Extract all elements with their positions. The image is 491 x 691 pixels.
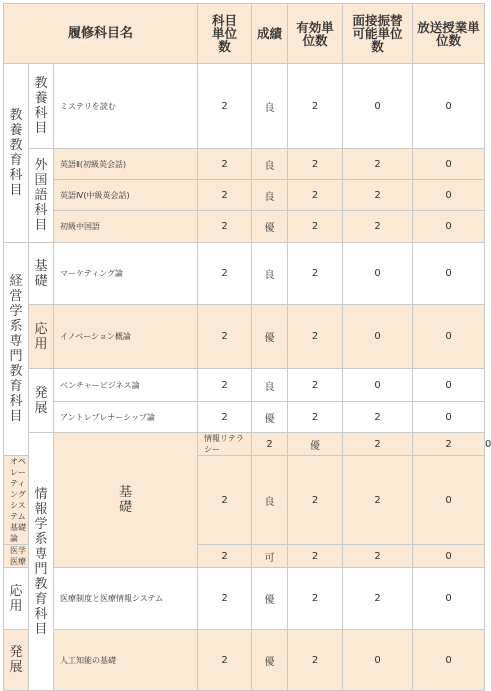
subject-credits: 2 [198,369,252,402]
course-name: オペレーティングシステム基礎論 [4,456,29,545]
grade: 優 [252,630,288,691]
table-row [4,211,485,243]
group-cell: 応用 [29,305,54,369]
category-cell: 教養教育科目 [4,64,29,243]
subject-credits: 2 [198,545,252,568]
broadcast-credits: 0 [413,568,485,630]
valid-credits: 2 [343,433,413,456]
valid-credits: 2 [288,64,343,149]
grade: 良 [252,369,288,402]
subject-credits: 2 [198,211,252,243]
grade: 可 [252,545,288,568]
broadcast-credits: 0 [413,149,485,180]
broadcast-credits: 0 [413,630,485,691]
group-cell: 発展 [29,369,54,433]
course-name: 初級中国語 [54,211,198,243]
interview-credits: 2 [343,402,413,433]
subject-credits: 2 [198,305,252,369]
subject-credits: 2 [198,64,252,149]
subject-credits: 2 [252,433,288,456]
grade: 優 [252,402,288,433]
valid-credits: 2 [288,180,343,211]
group-cell: 応用 [4,568,29,630]
group-cell: 発展 [4,630,29,691]
subject-credits: 2 [198,568,252,630]
interview-credits: 0 [343,243,413,305]
course-name: 英語Ⅳ(中級英会話) [54,180,198,211]
group-cell: 教養科目 [29,64,54,149]
header-subject-credits: 科目単位数 [198,4,252,64]
header-interview-credits: 面接振替可能単位数 [343,4,413,64]
broadcast-credits: 0 [413,305,485,369]
interview-credits: 0 [343,630,413,691]
interview-credits: 2 [343,211,413,243]
valid-credits: 2 [288,456,343,545]
interview-credits: 0 [343,369,413,402]
course-name: 医療制度と医療情報システム [54,568,198,630]
valid-credits: 2 [288,149,343,180]
grade: 良 [252,149,288,180]
table-row [4,630,485,691]
grade: 良 [252,243,288,305]
category-cell: 経営学系専門教育科目 [4,243,29,456]
valid-credits: 2 [288,630,343,691]
grade: 優 [252,211,288,243]
course-name: 医学医療 [4,545,29,568]
valid-credits: 2 [288,545,343,568]
category-cell: 情報学系専門教育科目 [29,433,54,691]
broadcast-credits: 0 [413,456,485,545]
valid-credits: 2 [288,211,343,243]
valid-credits: 2 [288,369,343,402]
group-cell: 基礎 [54,433,198,568]
table-row: 情報学系専門教育科目 基礎 情報リテラシー 2 優 2 2 0 [4,433,485,456]
header-valid-credits: 有効単位数 [288,4,343,64]
table-row [4,402,485,433]
header-broadcast-credits: 放送授業単位数 [413,4,485,64]
interview-credits: 0 [343,64,413,149]
interview-credits: 2 [343,456,413,545]
group-cell: 外国語科目 [29,149,54,243]
table-row [4,305,485,369]
header-row [4,4,485,64]
broadcast-credits: 0 [413,64,485,149]
grade: 良 [252,64,288,149]
interview-credits: 2 [413,433,485,456]
subject-credits: 2 [198,630,252,691]
broadcast-credits: 0 [413,243,485,305]
course-name: 英語Ⅱ(初級英会話) [54,149,198,180]
header-grade: 成績 [252,4,288,64]
table-row [4,64,485,149]
course-name: ベンチャービジネス論 [54,369,198,402]
table-row [4,369,485,402]
group-cell: 基礎 [29,243,54,305]
broadcast-credits: 0 [413,545,485,568]
grade: 良 [252,456,288,545]
grade: 優 [288,433,343,456]
valid-credits: 2 [288,243,343,305]
grade: 優 [252,568,288,630]
course-credits-table [3,3,491,691]
course-name: マーケティング論 [54,243,198,305]
course-name: ミステリを読む [54,64,198,149]
header-course-name: 履修科目名 [4,4,198,64]
course-name: 情報リテラシー [198,433,252,456]
grade: 良 [252,180,288,211]
interview-credits: 2 [343,180,413,211]
valid-credits: 2 [288,305,343,369]
subject-credits: 2 [198,243,252,305]
broadcast-credits: 0 [413,402,485,433]
subject-credits: 2 [198,180,252,211]
grade: 優 [252,305,288,369]
interview-credits: 2 [343,545,413,568]
subject-credits: 2 [198,149,252,180]
table-row [4,180,485,211]
broadcast-credits: 0 [413,211,485,243]
subject-credits: 2 [198,456,252,545]
valid-credits: 2 [288,568,343,630]
interview-credits: 0 [343,305,413,369]
table-row [4,568,485,630]
course-name: 人工知能の基礎 [54,630,198,691]
course-name: アントレプレナーシップ論 [54,402,198,433]
valid-credits: 2 [288,402,343,433]
course-name: イノベーション概論 [54,305,198,369]
interview-credits: 2 [343,568,413,630]
table-row [4,243,485,305]
subject-credits: 2 [198,402,252,433]
broadcast-credits: 0 [413,180,485,211]
interview-credits: 2 [343,149,413,180]
table-row [4,149,485,180]
broadcast-credits: 0 [413,369,485,402]
